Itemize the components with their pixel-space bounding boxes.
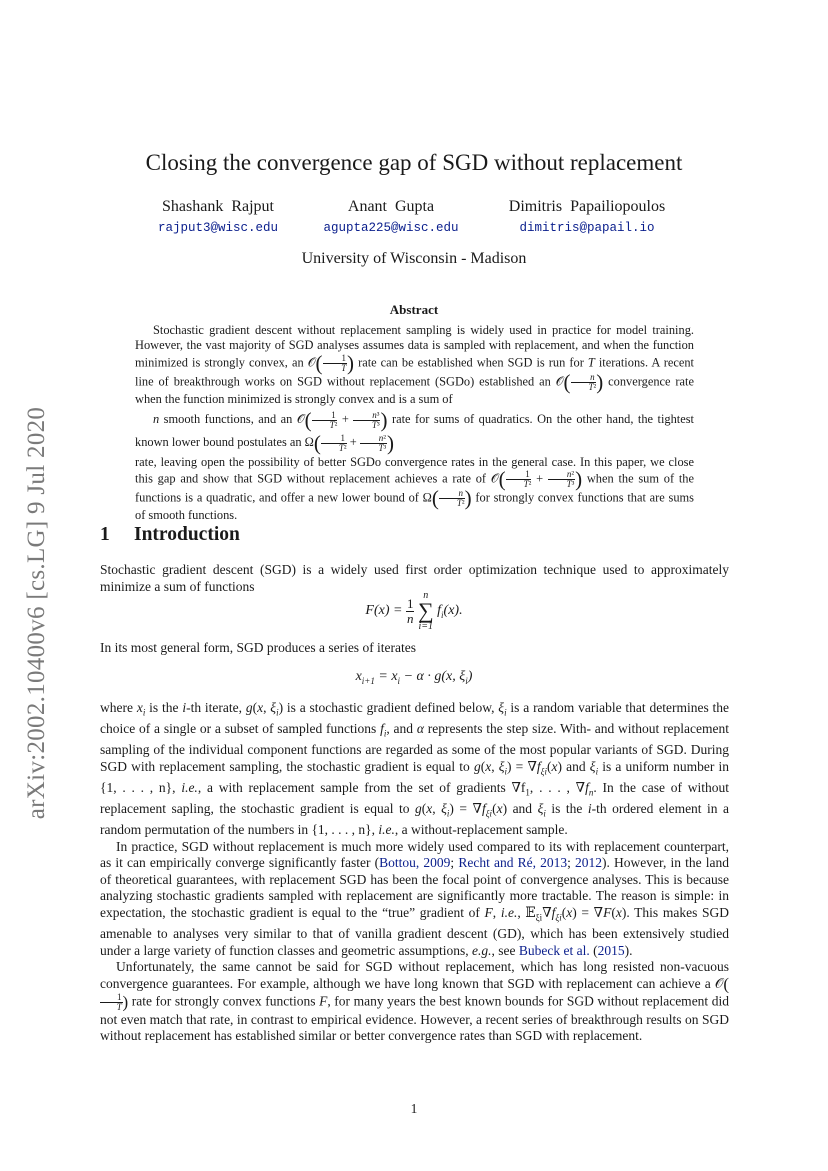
paper-title: Closing the convergence gap of SGD without replacement [145, 150, 683, 175]
intro-paragraph-1: Stochastic gradient descent (SGD) is a widely used first order optimization technique used to approximately minimize a sum of functions [100, 562, 729, 594]
citation-link[interactable]: 2015 [597, 942, 625, 958]
citation-link[interactable]: Recht and Ré, 2013 [458, 855, 568, 871]
author-email[interactable]: agupta225@wisc.edu [323, 221, 459, 235]
author-email[interactable]: dimitris@papail.io [519, 221, 655, 235]
citation-link[interactable]: Bottou, 2009 [379, 855, 451, 871]
page-number: 1 [410, 1101, 418, 1116]
equation-iterate: $x_{i+1} = x_i - \alpha \cdot g(x$, $\xi_i$) [355, 669, 473, 686]
intro-paragraph-3: where $x_i$ is the i-th iterate, g(x, $\xi_i$) is a stochastic gradient defined below, $\xi_i$ is a random variable that determines the choice of a single or a subset of sampled functions $f_i$, and α represents the step size. With- and without replacement sampling of the individual component functions are regarded as some of the most popular variants of SGD. During SGD with replacement sampling, the stochastic gradient is equal to g(x, $\xi_i) = \nabla f_{\xi i}(x)$ and $\xi_i$ is a uniform number in {1, . . . , n}, i.e., a with replacement sample from the set of gradients $\nabla f_1$, . . . , $\nabla f_n$. In the case of without replacement sapling, the stochastic gradient is equal to g(x, $\xi_i) = \nabla f_{\xi i}(x)$ and $\xi_i$ is the i-th ordered element in a random permutation of the numbers in {1, . . . , n}, i.e., a without-replacement sample. In practice, SGD without replacement is much more widely used compared to its with replacement counterpart, as it can empirically converge significantly faster (Bottou, 2009; Recht and Ré, 2013; 2012). However, in the land of theoretical guarantees, with replacement SGD has been the focal point of convergence analyses. This is because analyzing stochastic gradients sampled with replacement are significantly more tractable. The reason is simple: in expectation, the stochastic gradient is equal to the “true” gradient of F, i.e., $𝔼_{\xi i}\nabla f_{\xi i}(x) = \nabla F(x)$. This makes SGD amenable to analyses very similar to that of vanilla gradient descent (GD), which has been extensively studied under a large variety of function classes and geometric assumptions, e.g., see Bubeck et al. (2015). Unfortunately, the same cannot be said for SGD without replacement, which has long resisted non-vacuous convergence guarantees. For example, although we have long known that SGD with replacement can achieve a 𝒪( $\frac{1}{T}$ ) rate for strongly convex functions F, for many years the best known bounds for SGD without replacement did not even match that rate, in contrast to empirical evidence. However, a recent series of breakthrough results on SGD without replacement has established similar or better convergence rates than SGD with replacement. [100, 700, 730, 1044]
author-name: Dimitris Papailiopoulos [508, 198, 666, 215]
author-email[interactable]: rajput3@wisc.edu [157, 221, 279, 235]
citation-link[interactable]: 2012 [575, 855, 603, 871]
author-2 [291, 198, 491, 235]
abstract-heading: Abstract [389, 302, 439, 317]
arxiv-stamp: arXiv:2002.10400v6 [cs.LG] 9 Jul 2020 [23, 406, 50, 820]
equation-sum: F(x) = $\frac{1}{n}$ n ∑ i=1 $f_i(x)$. [365, 590, 463, 632]
abstract-body: Stochastic gradient descent without replacement sampling is widely used in practice for model training. However, the vast majority of SGD analyses assumes data is sampled with replacement, and when the function minimized is strongly convex, an 𝒪( $\frac{1}{T}$ ) rate can be established when SGD is run for T iterations. A recent line of breakthrough works on SGD without replacement (SGDo) established an 𝒪( $\frac{n}{\text{T²}}$ ) convergence rate when the function minimized is strongly convex and is a sum of n smooth functions, and an 𝒪( $\frac{1}{\text{T²}}$ + $\frac{\text{n³}}{\text{T³}}$ ) rate for sums of quadratics. On the other hand, the tightest known lower bound postulates an Ω( $\frac{1}{\text{T²}}$ + $\frac{\text{n²}}{\text{T³}}$ ) rate, leaving open the possibility of better SGDo convergence rates in the general case. In this paper, we close this gap and show that SGD without replacement achieves a rate of 𝒪( $\frac{1}{\text{T²}}$ + $\frac{\text{n²}}{\text{T³}}$ ) when the sum of the functions is a quadratic, and offer a new lower bound of Ω( $\frac{n}{\text{T²}}$ ) for strongly convex functions that are sums of smooth functions. [135, 323, 695, 522]
author-1 [118, 198, 318, 235]
citation-link[interactable]: Bubeck et al. [518, 942, 590, 958]
affiliation: University of Wisconsin - Madison [301, 250, 527, 267]
author-name: Shashank Rajput [162, 198, 274, 215]
author-3 [487, 198, 687, 235]
intro-paragraph-2: In its most general form, SGD produces a series of iterates [100, 640, 417, 655]
section-heading: 1 Introduction [100, 524, 240, 545]
author-name: Anant Gupta [347, 198, 435, 215]
